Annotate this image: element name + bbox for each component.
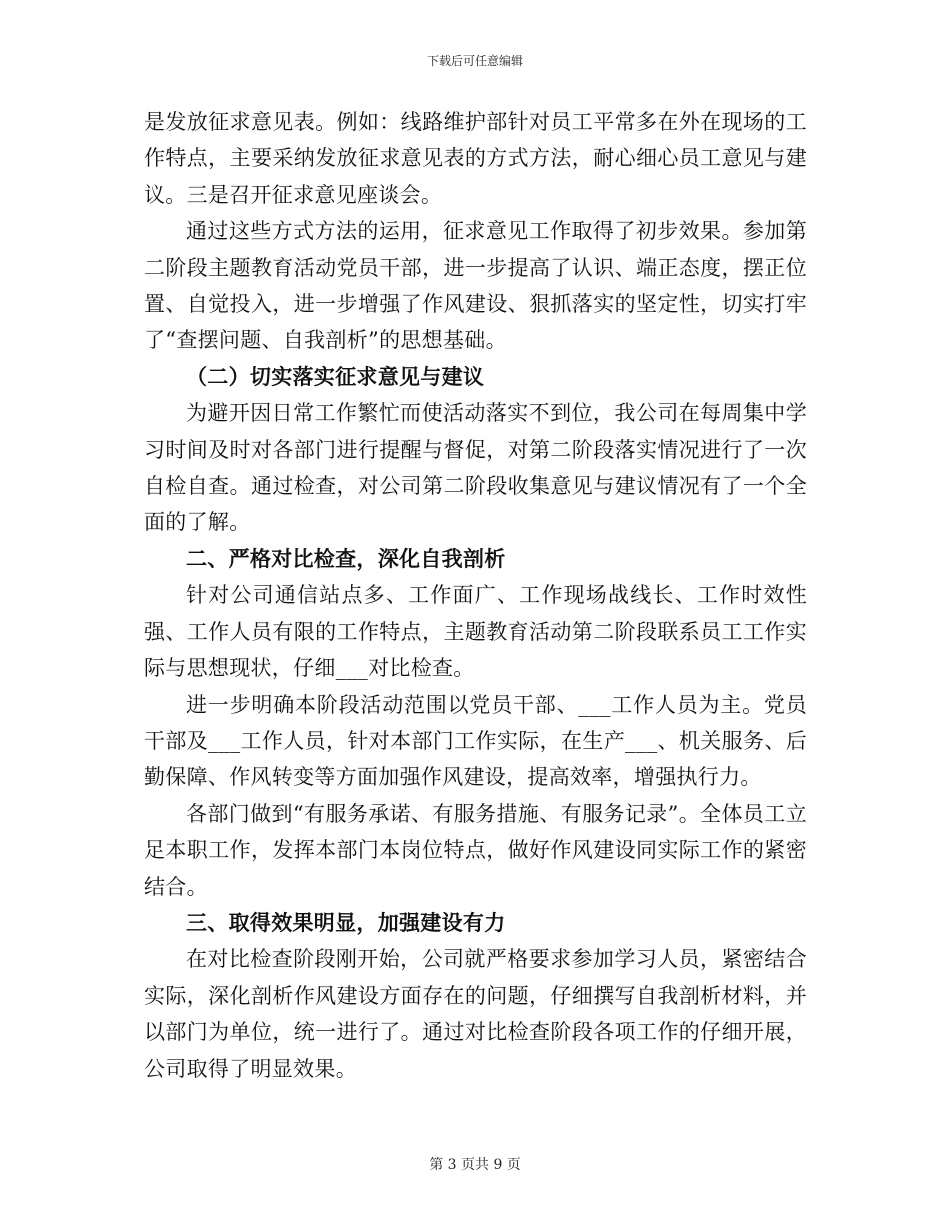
paragraph: 各部门做到“有服务承诺、有服务措施、有服务记录”。全体员工立足本职工作，发挥本部门本岗位特点，做好作风建设同实际工作的紧密结合。 — [144, 801, 807, 899]
section-heading: 二、严格对比检查，深化自我剖析 — [186, 545, 506, 571]
paragraph: 是发放征求意见表。例如：线路维护部针对员工平常多在外在现场的工作特点，主要采纳发放征求意见表的方式方法，耐心细心员工意见与建议。三是召开征求意见座谈会。 — [144, 110, 807, 207]
paragraph: 进一步明确本阶段活动范围以党员干部、___工作人员为主。党员干部及___工作人员，针对本部门工作实际，在生产___、机关服务、后勤保障、作风转变等方面加强作风建设，提高效率，增强执行力。 — [144, 692, 807, 790]
paragraph: 为避开因日常工作繁忙而使活动落实不到位，我公司在每周集中学习时间及时对各部门进行提醒与督促，对第二阶段落实情况进行了一次自检自查。通过检查，对公司第二阶段收集意见与建议情况有了一个全面的了解。 — [144, 401, 807, 535]
document-body — [144, 104, 807, 1087]
page-footer: 第 3 页共 9 页 — [429, 1157, 521, 1173]
paragraph: 通过这些方式方法的运用，征求意见工作取得了初步效果。参加第二阶段主题教育活动党员干部，进一步提高了认识、端正态度，摆正位置、自觉投入，进一步增强了作风建设、狠抓落实的坚定性，切实打牢了“查摆问题、自我剖析”的思想基础。 — [144, 219, 807, 353]
paragraph: 针对公司通信站点多、工作面广、工作现场战线长、工作时效性强、工作人员有限的工作特点，主题教育活动第二阶段联系员工工作实际与思想现状，仔细___对比检查。 — [144, 583, 807, 681]
section-heading: （二）切实落实征求意见与建议 — [186, 363, 485, 389]
page-header: 下载后可任意编辑 — [426, 54, 523, 68]
paragraph: 在对比检查阶段刚开始，公司就严格要求参加学习人员，紧密结合实际，深化剖析作风建设方面存在的问题，仔细撰写自我剖析材料，并以部门为单位，统一进行了。通过对比检查阶段各项工作的仔细开展，公司取得了明显效果。 — [144, 947, 807, 1081]
section-heading: 三、取得效果明显，加强建设有力 — [186, 909, 506, 935]
